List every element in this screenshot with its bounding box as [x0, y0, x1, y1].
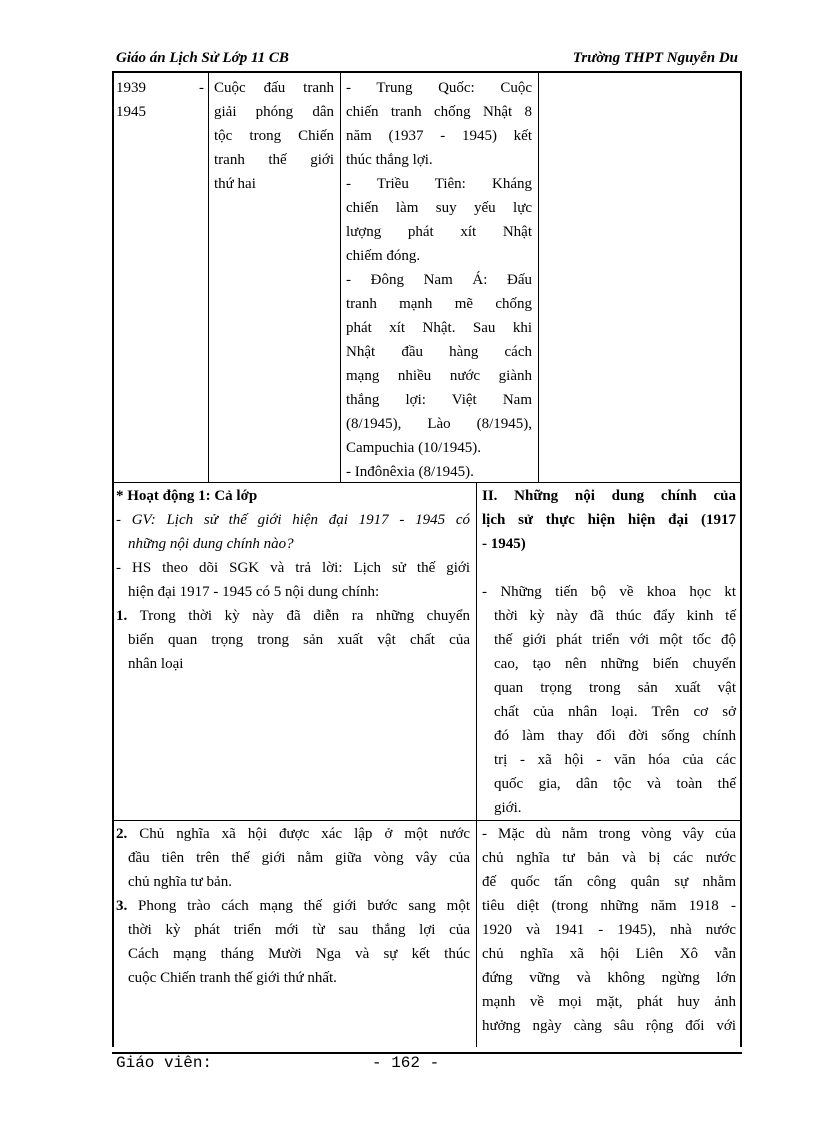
- content-line: cao, tạo nên những biến chuyển: [494, 656, 736, 672]
- t1-col-sep-3: [538, 72, 539, 482]
- content-line: tiêu diệt (trong những năm 1918 -: [482, 898, 736, 914]
- t1-result-line: chiến tranh chống Nhật 8: [346, 104, 532, 120]
- content-line: quốc gia, dân tộc và toàn thế: [494, 776, 736, 792]
- content-line: hưởng ngày càng sâu rộng đối với: [482, 1018, 736, 1034]
- t1-event-line: Cuộc đấu tranh: [214, 80, 334, 96]
- item-text: Phong trào cách mạng thế giới bước sang một: [127, 898, 470, 914]
- page-header: [112, 48, 742, 70]
- item-line: đầu tiên trên thế giới nằm giữa vòng vây của: [128, 850, 470, 866]
- t1-period-cell: [116, 76, 204, 124]
- t1-event-cell: [214, 76, 334, 196]
- item-line: biến quan trọng trong sản xuất vật chất của: [128, 632, 470, 648]
- item-line: cuộc Chiến tranh thế giới thứ nhất.: [128, 970, 337, 986]
- t1-event-line: tộc trong Chiến: [214, 128, 334, 144]
- t1-col-sep-2: [340, 72, 341, 482]
- spacer: [482, 556, 736, 580]
- content-line: mạnh về mọi mặt, phát huy ảnh: [482, 994, 736, 1010]
- t2-row-rule: [112, 820, 742, 821]
- item-line: [116, 894, 470, 918]
- content-line: quan trọng trong sản xuất vật: [494, 680, 736, 696]
- footer-teacher-label: Giáo viên:: [116, 1054, 213, 1072]
- content-line: đó làm thay đổi đời sống chính: [494, 728, 736, 744]
- item-line: thời kỳ phát triển mới từ sau thắng lợi của: [128, 922, 470, 938]
- t2-col-sep: [476, 482, 477, 1047]
- t1-result-line: thúc thắng lợi.: [346, 152, 433, 168]
- t1-period-line: 1945: [116, 104, 146, 120]
- item-number: 2.: [116, 826, 128, 842]
- content-line: - Những tiến bộ về khoa học kt: [482, 584, 736, 600]
- points-cell: [116, 822, 470, 990]
- t1-result-line: phát xít Nhật. Sau khi: [346, 320, 532, 336]
- footer-page-number: - 162 -: [372, 1054, 440, 1072]
- hs-answer-line: - HS theo dõi SGK và trả lời: Lịch sử thế giới: [116, 560, 470, 576]
- t1-results-cell: [346, 76, 532, 484]
- content-line: giới.: [494, 800, 522, 816]
- content-line: chủ nghĩa xã hội Liên Xô vẫn: [482, 946, 736, 962]
- content-line: chủ nghĩa tư bản và bị các nước: [482, 850, 736, 866]
- header-school-name: Trường THPT Nguyễn Du: [572, 50, 738, 66]
- ussr-cell: [482, 822, 736, 1038]
- content-cell: [482, 484, 736, 820]
- item-line: nhân loại: [128, 656, 184, 672]
- t1-event-line: giải phóng dân: [214, 104, 334, 120]
- t1-result-line: lượng phát xít Nhật: [346, 224, 532, 240]
- t1-event-line: tranh thế giới: [214, 152, 334, 168]
- item-line: chủ nghĩa tư bản.: [128, 874, 232, 890]
- t1-result-line: chiếm đóng.: [346, 248, 421, 264]
- t1-result-line: năm (1937 - 1945) kết: [346, 128, 532, 144]
- t1-result-line: chiến làm suy yếu lực: [346, 200, 532, 216]
- t1-result-line: Campuchia (10/1945).: [346, 440, 481, 456]
- item-text: Trong thời kỳ này đã diễn ra những chuyển: [127, 608, 470, 624]
- t1-event-line: thứ hai: [214, 176, 256, 192]
- t1-result-line: - Đông Nam Á: Đấu: [346, 272, 532, 288]
- activity-heading: * Hoạt động 1: Cả lớp: [116, 488, 258, 504]
- item-line: [116, 604, 470, 628]
- item-line: Cách mạng tháng Mười Nga và sự kết thúc: [128, 946, 470, 962]
- header-course-title: Giáo án Lịch Sử Lớp 11 CB: [116, 50, 289, 66]
- hs-answer-line: hiện đại 1917 - 1945 có 5 nội dung chính:: [128, 584, 380, 600]
- t1-result-line: (8/1945), Lào (8/1945),: [346, 416, 532, 432]
- gv-question-line: những nội dung chính nào?: [128, 536, 294, 552]
- t1-result-line: - Triều Tiên: Kháng: [346, 176, 532, 192]
- content-line: đứng vững và không ngừng lớn: [482, 970, 736, 986]
- t1-result-line: thắng lợi: Việt Nam: [346, 392, 532, 408]
- content-line: đế quốc tấn công quân sự nhằm: [482, 874, 736, 890]
- content-line: 1920 và 1941 - 1945), nhà nước: [482, 922, 736, 938]
- t1-col-sep-1: [208, 72, 209, 482]
- item-number: 1.: [116, 608, 128, 624]
- content-heading-line: - 1945): [482, 536, 526, 552]
- activity-cell: [116, 484, 470, 676]
- content-line: thời kỳ này đã thúc đẩy kinh tế: [494, 608, 736, 624]
- t1-result-line: - Trung Quốc: Cuộc: [346, 80, 532, 96]
- header-rule: [112, 71, 742, 73]
- content-heading-line: lịch sử thực hiện hiện đại (1917: [482, 512, 736, 528]
- item-text: Chủ nghĩa xã hội được xác lập ở một nước: [127, 826, 470, 842]
- content-line: - Mặc dù nằm trong vòng vây của: [482, 826, 736, 842]
- table-right-border: [740, 72, 742, 1047]
- t1-result-line: tranh mạnh mẽ chống: [346, 296, 532, 312]
- gv-question-line: - GV: Lịch sử thế giới hiện đại 1917 - 1945 có: [116, 512, 470, 528]
- t1-result-line: Nhật đầu hàng cách: [346, 344, 532, 360]
- table-left-border: [112, 72, 114, 1047]
- item-number: 3.: [116, 898, 128, 914]
- t1-period-line: 1939 -: [116, 80, 204, 96]
- content-heading-line: II. Những nội dung chính của: [482, 488, 736, 504]
- content-line: chất của nhân loại. Trên cơ sở: [494, 704, 736, 720]
- t1-result-line: mạng nhiều nước giành: [346, 368, 532, 384]
- item-line: [116, 822, 470, 846]
- content-line: trị - xã hội - văn hóa của các: [494, 752, 736, 768]
- content-line: thế giới phát triển với một tốc độ: [494, 632, 736, 648]
- t1-result-line: - Inđônêxia (8/1945).: [346, 464, 474, 480]
